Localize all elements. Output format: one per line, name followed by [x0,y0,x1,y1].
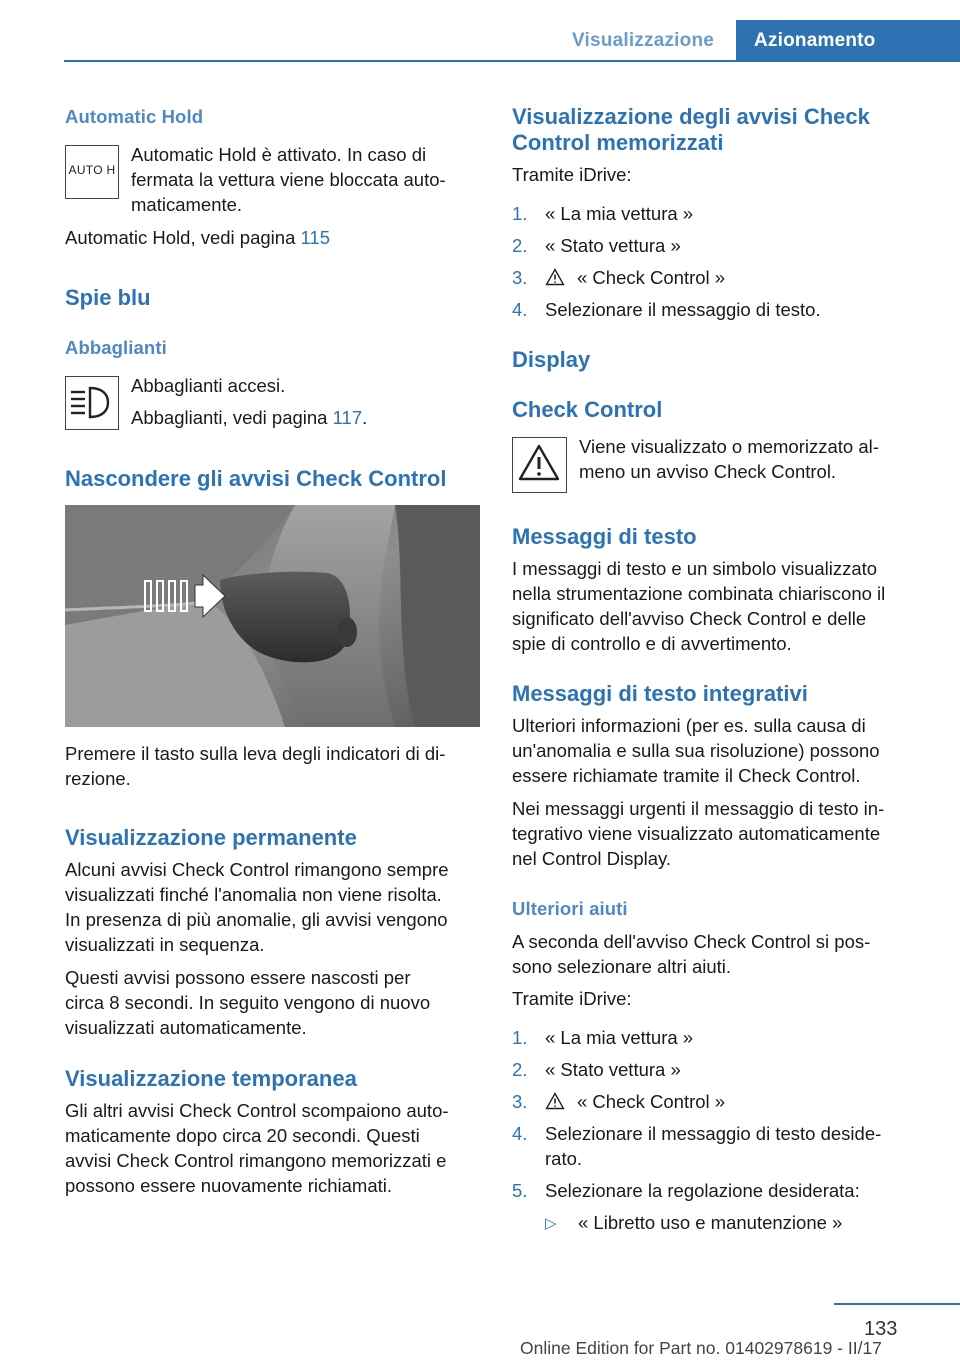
text-line: Viene visualizzato o memorizzato al‐ [579,436,879,457]
text-line: avvisi Check Control rimangono memorizzati e [65,1150,447,1171]
heading-line: Visualizzazione degli avvisi Check [512,104,870,129]
text-line: A seconda dell'avviso Check Control si pos‐ [512,931,871,952]
nascondere-caption [65,741,480,791]
list-item [512,1178,917,1203]
text-line: possono essere nuovamente richiamati. [65,1175,393,1196]
auto-hold-icon-label: AUTO H [68,163,116,177]
step-number: 4. [512,1123,528,1144]
text-line: nel Control Display. [512,848,672,869]
spie-blu-heading: Spie blu [65,285,151,310]
text-line: sono selezionare altri aiuti. [512,956,732,977]
text-line: Gli altri avvisi Check Control scompaiono auto‐ [65,1100,449,1121]
list-item [512,297,917,322]
reference-period: . [362,407,368,428]
text-line: Alcuni avvisi Check Control rimangono sempre [65,859,449,880]
turn-signal-lever-photo [65,505,480,727]
temporanea-heading: Visualizzazione temporanea [65,1066,357,1091]
integrativi-heading: Messaggi di testo integrativi [512,681,808,706]
step-text[interactable]: « La mia vettura » [545,1027,694,1048]
text-line: visualizzati automaticamente. [65,1017,307,1038]
text-line: rezione. [65,768,131,789]
aiuti-intro: Tramite iDrive: [512,988,632,1009]
step-number: 2. [512,1059,528,1080]
step-text[interactable]: « Check Control » [577,267,726,288]
text-line: meno un avviso Check Control. [579,461,837,482]
warning-icon [545,1089,565,1114]
text-line: tegrativo viene visualizzato automaticamente [512,823,881,844]
list-item [512,201,917,226]
step-text[interactable]: « Stato vettura » [545,235,681,256]
nascondere-heading: Nascondere gli avvisi Check Control [65,466,447,491]
temporanea-paragraph [65,1098,485,1198]
text-line: un'anomalia e sulla sua risoluzione) possono [512,740,880,761]
text-line: Ulteriori informazioni (per es. sulla causa di [512,715,866,736]
sub-list-item [545,1210,917,1235]
abbaglianti-description: Abbaglianti accesi. [131,375,286,396]
tab-visualizzazione[interactable]: Visualizzazione [572,30,715,51]
step-number: 5. [512,1180,528,1201]
tab-azionamento[interactable]: Azionamento [736,20,960,62]
automatic-hold-heading: Automatic Hold [65,106,204,127]
text-line: nella strumentazione combinata chiariscono il [512,583,886,604]
permanente-paragraph-2 [65,965,485,1040]
text-line: maticamente. [131,194,243,215]
page-number: 133 [864,1318,898,1340]
text-line: Questi avvisi possono essere nascosti per [65,967,411,988]
list-item [512,233,917,258]
text-line: spie di controllo e di avvertimento. [512,633,792,654]
high-beam-icon [65,376,119,430]
text-line: fermata la vettura viene bloccata auto‐ [131,169,446,190]
step-number: 3. [512,267,528,288]
step-text: Selezionare il messaggio di testo. [545,299,821,320]
text-line: In presenza di più anomalie, gli avvisi vengono [65,909,448,930]
aiuti-paragraph [512,929,932,979]
step-number: 4. [512,299,528,320]
list-item [512,1057,917,1082]
text-line: visualizzati in sequenza. [65,934,265,955]
check-control-description [579,434,919,484]
integrativi-paragraph-1 [512,713,932,788]
edition-note: Online Edition for Part no. 01402978619 - II/17 [520,1338,882,1358]
triangle-bullet-icon: ▷ [545,1215,557,1232]
text-line: Premere il tasto sulla leva degli indicatori di di‐ [65,743,446,764]
display-heading: Display [512,347,591,372]
permanente-heading: Visualizzazione permanente [65,825,357,850]
messaggi-heading: Messaggi di testo [512,524,697,549]
messaggi-paragraph [512,556,932,656]
sub-step-text[interactable]: « Libretto uso e manutenzione » [578,1212,843,1233]
aiuti-heading: Ulteriori aiuti [512,898,628,919]
list-item [512,1089,917,1114]
text-line: maticamente dopo circa 20 secondi. Questi [65,1125,420,1146]
step-text: Selezionare la regolazione desiderata: [545,1180,860,1201]
text-line: Nei messaggi urgenti il messaggio di testo in‐ [512,798,885,819]
reference-text: Abbaglianti, vedi pagina [131,407,333,428]
step-text: Selezionare il messaggio di testo deside‐ rato. [545,1123,882,1169]
text-line: Automatic Hold è attivato. In caso di [131,144,427,165]
page-header [0,0,960,62]
check-control-heading: Check Control [512,397,663,422]
integrativi-paragraph-2 [512,796,932,871]
memorizzati-intro: Tramite iDrive: [512,164,632,185]
list-item [512,1025,917,1050]
header-rule [64,60,960,62]
memorizzati-heading [512,104,870,156]
permanente-paragraph-1 [65,857,485,957]
step-number: 1. [512,1027,528,1048]
abbaglianti-heading: Abbaglianti [65,337,167,358]
page-link-115[interactable]: 115 [300,227,330,248]
list-item [512,265,917,290]
list-item [512,1121,917,1171]
step-number: 2. [512,235,528,256]
automatic-hold-reference [65,225,330,250]
page-link-117[interactable]: 117 [332,407,363,428]
automatic-hold-description [131,142,481,217]
heading-line: Control memorizzati [512,130,724,155]
text-line: significato dell'avviso Check Control e delle [512,608,867,629]
auto-hold-icon [65,145,119,199]
warning-icon [545,265,565,290]
text-line: I messaggi di testo e un simbolo visualizzato [512,558,878,579]
check-control-warning-icon [512,437,567,493]
text-line: circa 8 secondi. In seguito vengono di nuovo [65,992,431,1013]
step-number: 1. [512,203,528,224]
text-line: visualizzati finché l'anomalia non viene risolta. [65,884,442,905]
abbaglianti-reference [131,405,367,430]
step-number: 3. [512,1091,528,1112]
text-line: essere richiamate tramite il Check Control. [512,765,861,786]
step-text[interactable]: « La mia vettura » [545,203,694,224]
step-text[interactable]: « Check Control » [577,1091,726,1112]
reference-text: Automatic Hold, vedi pagina [65,227,301,248]
footer-rule [834,1303,960,1305]
step-text[interactable]: « Stato vettura » [545,1059,681,1080]
